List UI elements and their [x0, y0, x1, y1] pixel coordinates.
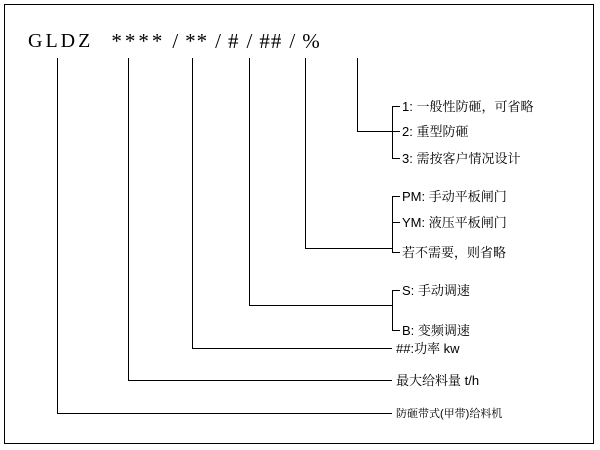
leader-vline-speed: [249, 58, 250, 305]
leader-hline-power: [192, 348, 392, 349]
label-power: ##:功率 kw: [396, 341, 460, 356]
model-code-line: [0, 24, 600, 58]
leader-vline-power: [192, 58, 193, 348]
label-armor-2: 2: 重型防砸: [402, 124, 469, 139]
code-separator-1: /: [172, 28, 179, 53]
label-gate-pm: PM: 手动平板闸门: [402, 189, 507, 204]
label-speed-b: B: 变频调速: [402, 323, 470, 338]
leader-hline-gate: [305, 248, 392, 249]
code-token-gldz: GLDZ: [28, 29, 94, 52]
bracket-armor: [392, 106, 393, 158]
label-armor-3: 3: 需按客户情况设计: [402, 151, 521, 166]
code-token-hash: #: [228, 28, 240, 53]
bracket-speed-top: [392, 290, 400, 291]
leader-hline-speed: [249, 305, 392, 306]
bracket-armor-mid: [392, 131, 400, 132]
label-speed-s: S: 手动调速: [402, 283, 470, 298]
leader-vline-gldz: [57, 58, 58, 413]
leader-vline-gate: [305, 58, 306, 248]
code-token-stars4: ****: [111, 28, 166, 53]
leader-hline-feed: [128, 380, 392, 381]
code-separator-3: /: [246, 28, 253, 53]
code-separator-4: /: [289, 28, 296, 53]
leader-vline-armor: [357, 58, 358, 131]
label-armor-1: 1: 一般性防砸，可省略: [402, 99, 534, 114]
bracket-gate-mid: [392, 222, 400, 223]
code-token-stars2: **: [185, 28, 209, 53]
bracket-speed-bottom: [392, 330, 400, 331]
code-token-hash2: ##: [259, 28, 283, 53]
leader-hline-armor: [357, 131, 392, 132]
bracket-gate-top: [392, 196, 400, 197]
leader-vline-feed: [128, 58, 129, 380]
bracket-gate: [392, 196, 393, 252]
code-token-percent: %: [302, 28, 321, 53]
bracket-armor-top: [392, 106, 400, 107]
label-machine: 防砸带式(甲带)给料机: [396, 408, 503, 420]
label-gate-omit: 若不需要，则省略: [402, 245, 507, 260]
label-feed: 最大给料量 t/h: [396, 373, 480, 388]
label-gate-ym: YM: 液压平板闸门: [402, 215, 507, 230]
bracket-gate-bottom: [392, 252, 400, 253]
bracket-armor-bottom: [392, 158, 400, 159]
bracket-speed: [392, 290, 393, 330]
code-separator-2: /: [215, 28, 222, 53]
leader-hline-gldz: [57, 413, 392, 414]
